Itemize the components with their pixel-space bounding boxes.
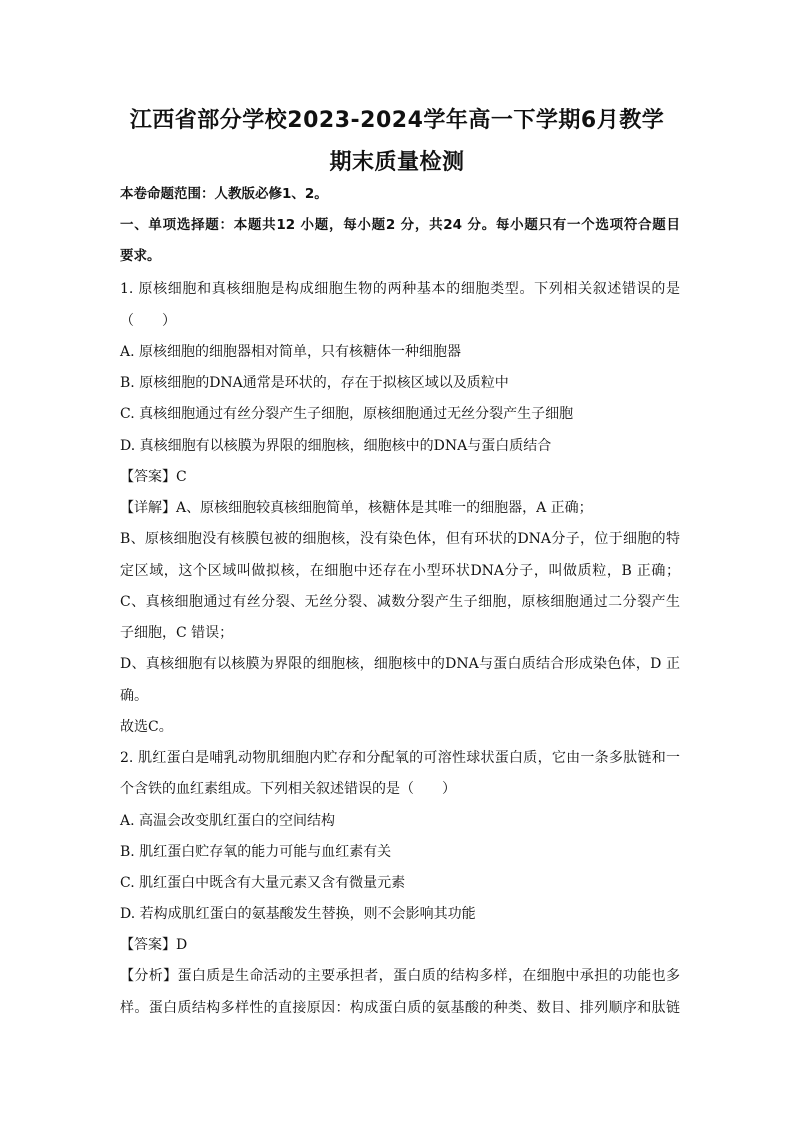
q1-detail-line7: 确。 bbox=[120, 688, 148, 704]
q2-option-d: D. 若构成肌红蛋白的氨基酸发生替换，则不会影响其功能 bbox=[120, 906, 476, 922]
q1-stem-line1: 1. 原核细胞和真核细胞是构成细胞生物的两种基本的细胞类型。下列相关叙述错误的是 bbox=[120, 281, 680, 297]
q1-detail-line3: 定区域，这个区域叫做拟核，在细胞中还存在小型环状DNA分子，叫做质粒，B 正确； bbox=[120, 563, 680, 579]
q2-stem-line2: 个含铁的血红素组成。下列相关叙述错误的是（ ） bbox=[120, 781, 456, 797]
q1-detail-line4: C、真核细胞通过有丝分裂、无丝分裂、减数分裂产生子细胞，原核细胞通过二分裂产生 bbox=[120, 594, 680, 610]
section-heading-line2: 要求。 bbox=[120, 248, 161, 264]
document-title-line1: 江西省部分学校2023-2024学年高一下学期6月教学 bbox=[129, 108, 665, 133]
q2-option-c: C. 肌红蛋白中既含有大量元素又含有微量元素 bbox=[120, 875, 406, 891]
scope-note: 本卷命题范围：人教版必修1、2。 bbox=[120, 186, 328, 202]
q1-detail-line2: B、原核细胞没有核膜包被的细胞核，没有染色体，但有环状的DNA分子，位于细胞的特 bbox=[120, 531, 680, 547]
document-title-line2: 期末质量检测 bbox=[329, 150, 465, 175]
q2-stem-line1: 2. 肌红蛋白是哺乳动物肌细胞内贮存和分配氧的可溶性球状蛋白质，它由一条多肽链和一 bbox=[120, 750, 680, 766]
q1-option-c: C. 真核细胞通过有丝分裂产生子细胞，原核细胞通过无丝分裂产生子细胞 bbox=[120, 406, 574, 422]
section-heading-line1: 一、单项选择题：本题共12 小题，每小题2 分，共24 分。每小题只有一个选项符合题目 bbox=[120, 217, 680, 233]
q1-stem-line2: （ ） bbox=[120, 313, 176, 329]
q2-option-a: A. 高温会改变肌红蛋白的空间结构 bbox=[120, 813, 336, 829]
q2-answer: 【答案】D bbox=[120, 937, 188, 953]
q1-conclusion: 故选C。 bbox=[120, 719, 173, 735]
q1-option-d: D. 真核细胞有以核膜为界限的细胞核，细胞核中的DNA与蛋白质结合 bbox=[120, 438, 552, 454]
q1-detail-line5: 子细胞，C 错误； bbox=[120, 625, 234, 641]
q1-option-a: A. 原核细胞的细胞器相对简单，只有核糖体一种细胞器 bbox=[120, 344, 462, 360]
q1-detail-line6: D、真核细胞有以核膜为界限的细胞核，细胞核中的DNA与蛋白质结合形成染色体，D 正 bbox=[120, 656, 680, 672]
q1-detail-line1: 【详解】A、原核细胞较真核细胞简单，核糖体是其唯一的细胞器，A 正确； bbox=[120, 500, 593, 516]
q1-answer: 【答案】C bbox=[120, 469, 187, 485]
q2-analysis-line1: 【分析】蛋白质是生命活动的主要承担者，蛋白质的结构多样，在细胞中承担的功能也多 bbox=[120, 968, 680, 984]
q1-option-b: B. 原核细胞的DNA通常是环状的，存在于拟核区域以及质粒中 bbox=[120, 375, 509, 391]
q2-option-b: B. 肌红蛋白贮存氧的能力可能与血红素有关 bbox=[120, 844, 392, 860]
q2-analysis-line2: 样。蛋白质结构多样性的直接原因：构成蛋白质的氨基酸的种类、数目、排列顺序和肽链 bbox=[120, 1000, 680, 1016]
